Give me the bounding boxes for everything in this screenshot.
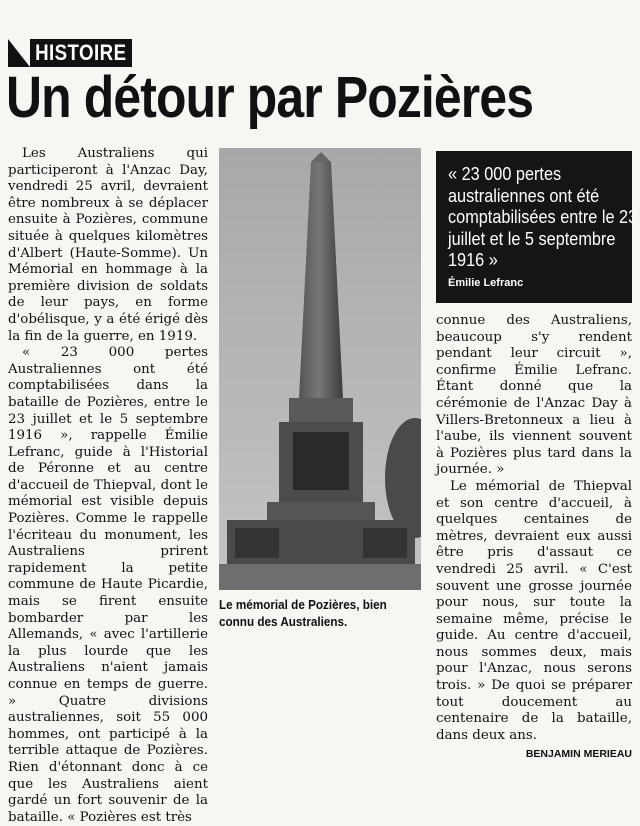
kicker-triangle xyxy=(8,39,30,67)
section-label: HISTOIRE xyxy=(30,39,132,67)
paragraph: connue des Australiens, beaucoup s'y rendent pendant leur circuit », confirme Émilie Lefranc. Étant donné que la cérémonie de l'Anzac Day à Villers-Bretonneux a lieu à l'aube, ils viennent souvent à Pozières plus tard dans la journée. » xyxy=(436,313,632,478)
section-kicker xyxy=(8,38,150,68)
article-column-2 xyxy=(436,313,632,763)
pull-quote-text: « 23 000 pertes australiennes ont été comptabilisées entre le 23 juillet et le 5 septembre 1916 » xyxy=(448,163,638,270)
author-byline: BENJAMIN MERIEAU xyxy=(525,748,632,761)
paragraph: Les Australiens qui participeront à l'Anzac Day, vendredi 25 avril, devraient être nombreux à se déplacer ensuite à Pozières, commune située à quelques kilomètres d'Albert (Haute-Somme). Un Mémorial en hommage à la première division de soldats de leur pays, en forme d'obélisque, y a été érigé dès la fin de la guerre, en 1919. xyxy=(8,146,208,344)
paragraph: Le mémorial de Thiepval et son centre d'accueil, à quelques centaines de mètres, devraient eux aussi être pris d'assaut ce vendredi 25 avril. « C'est souvent une grosse journée pour nous, sur toute la semaine même, précise le guide. Au centre d'accueil, nous sommes deux, mais pour l'Anzac, nous serons trois. » De quoi se préparer tout doucement au centenaire de la bataille, dans deux ans. xyxy=(436,478,632,743)
pull-quote-box xyxy=(436,151,638,303)
paragraph: « 23 000 pertes Australiennes ont été comptabilisées dans la bataille de Pozières, entre le 23 juillet et le 5 septembre 1916 », rappelle Émilie Lefranc, guide à l'Historial de Péronne et au centre d'accueil de Thiepval, dont le mémorial est visible depuis Pozières. Comme le rappelle l'écriteau du monument, les Australiens prirent rapidement la petite commune de Haute Picardie, mais se firent ensuite bombarder par les Allemands, « avec l'artillerie la plus lourde que les Australiens n'aient jamais connue en temps de guerre. » Quatre divisions australiennes, soit 55 000 hommes, ont participé à la terrible attaque de Pozières. Rien d'étonnant donc à ce que les Australiens aient gardé un fort souvenir de la bataille. « Pozières est très xyxy=(8,345,208,825)
photo-caption: Le mémorial de Pozières, bien connu des Australiens. xyxy=(219,597,387,629)
article-headline: Un détour par Pozières xyxy=(6,65,534,130)
memorial-photo xyxy=(219,148,421,590)
pull-quote-author: Émilie Lefranc xyxy=(448,276,524,289)
obelisk-illustration xyxy=(219,148,421,590)
article-column-1 xyxy=(8,146,208,825)
